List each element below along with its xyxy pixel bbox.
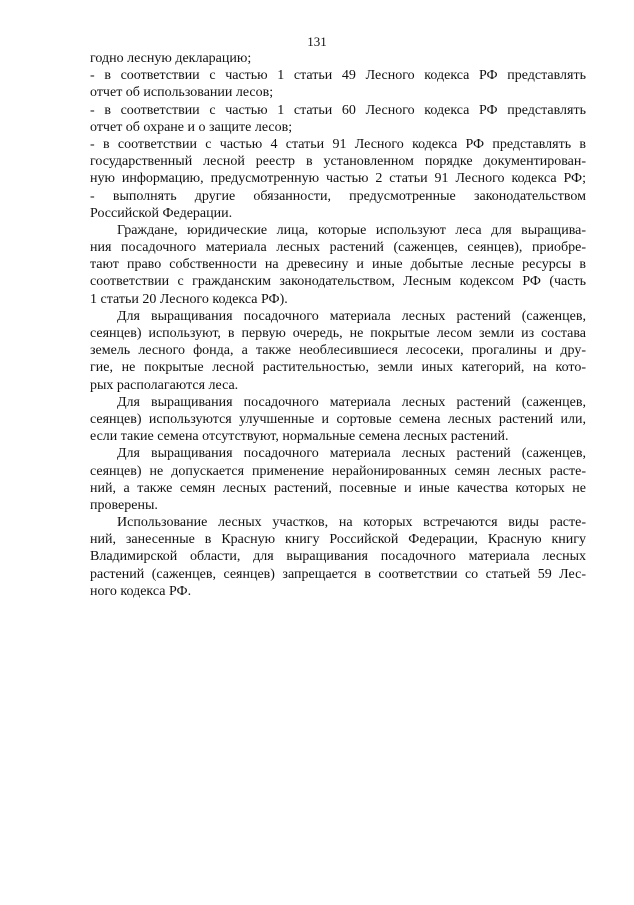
- text-line: Для выращивания посадочного материала лесных растений (саженцев,: [117, 446, 586, 462]
- text-line: проверены.: [90, 497, 158, 513]
- text-line: - в соответствии с частью 1 статьи 60 Лесного кодекса РФ представлять: [90, 102, 586, 118]
- text-line: годно лесную декларацию;: [90, 51, 252, 66]
- text-line: - в соответствии с частью 4 статьи 91 Лесного кодекса РФ представлять в: [90, 136, 586, 152]
- text-line: рых располагаются леса.: [90, 377, 239, 393]
- text-line: 1 статьи 20 Лесного кодекса РФ).: [90, 291, 288, 307]
- text-line: соответствии с гражданским законодательством, Лесным кодексом РФ (часть: [90, 274, 586, 290]
- text-line: тают право собственности на древесину и иные добытые лесные ресурсы в: [90, 257, 586, 273]
- text-line: ную информацию, предусмотренную частью 2 статьи 91 Лесного кодекса РФ;: [90, 171, 586, 187]
- text-line: Российской Федерации.: [90, 205, 233, 221]
- text-line: отчет об охране и о защите лесов;: [90, 119, 293, 135]
- text-line: ний, а также семян лесных растений, посевные и иные качества которых не: [90, 480, 586, 496]
- text-line: сеянцев) используются улучшенные и сортовые семена лесных растений или,: [90, 411, 586, 427]
- text-line: отчет об использовании лесов;: [90, 85, 274, 101]
- text-line: ния посадочного материала лесных растений (саженцев, сеянцев), приобре-: [90, 240, 586, 256]
- page-number: 131: [307, 34, 327, 49]
- text-line: Для выращивания посадочного материала лесных растений (саженцев,: [117, 308, 586, 324]
- document-body: [90, 50, 586, 600]
- text-line: ний, занесенные в Красную книгу Российской Федерации, Красную книгу: [90, 532, 586, 548]
- text-line: - в соответствии с частью 1 статьи 49 Лесного кодекса РФ представлять: [90, 68, 586, 84]
- text-line: если такие семена отсутствуют, нормальные семена лесных растений.: [90, 429, 509, 445]
- text-line: ного кодекса РФ.: [90, 583, 192, 599]
- text-line: гие, не покрытые лесной растительностью, земли иных категорий, на кото-: [90, 360, 586, 376]
- text-line: сеянцев) не допускается применение нерайонированных семян лесных расте-: [90, 463, 586, 479]
- text-line: сеянцев) используют, в первую очередь, не покрытые лесом земли из состава: [90, 326, 586, 341]
- text-line: земель лесного фонда, а также необлесившиеся лесосеки, прогалины и дру-: [90, 343, 586, 359]
- text-line: Владимирской области, для выращивания посадочного материала лесных: [90, 549, 586, 565]
- text-line: Граждане, юридические лица, которые используют леса для выращива-: [117, 222, 586, 238]
- text-line: государственный лесной реестр в установленном порядке документирован-: [90, 154, 586, 170]
- text-line: Использование лесных участков, на которых встречаются виды расте-: [117, 515, 586, 531]
- text-line: Для выращивания посадочного материала лесных растений (саженцев,: [117, 394, 586, 410]
- text-line: - выполнять другие обязанности, предусмотренные законодательством: [90, 188, 586, 204]
- text-line: растений (саженцев, сеянцев) запрещается в соответствии со статьей 59 Лес-: [90, 566, 586, 582]
